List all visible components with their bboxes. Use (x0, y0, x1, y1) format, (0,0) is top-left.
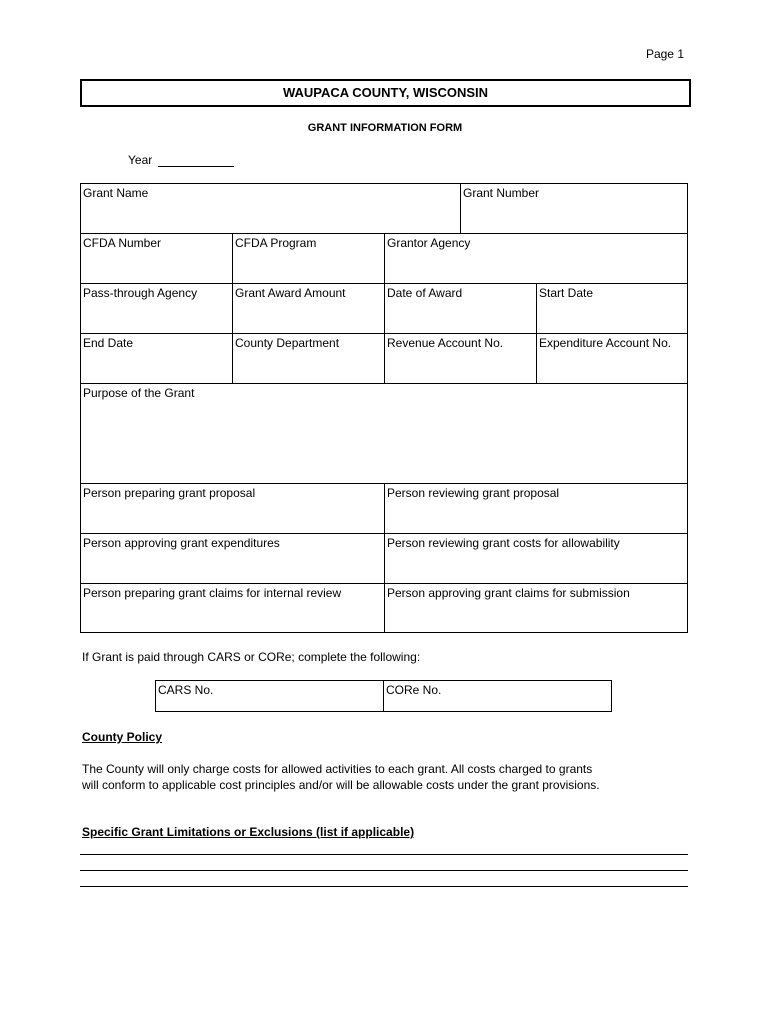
grant-name-field[interactable] (81, 184, 461, 234)
cfda-number-field[interactable] (81, 234, 233, 284)
purpose-label: Purpose of the Grant (83, 386, 195, 400)
page-number: Page 1 (645, 47, 684, 61)
person-reviewing-proposal-label: Person reviewing grant proposal (387, 486, 560, 500)
person-preparing-proposal-field[interactable] (81, 484, 385, 534)
limitations-heading: Specific Grant Limitations or Exclusions (list if applicable) (82, 825, 415, 839)
person-reviewing-costs-field[interactable] (385, 534, 687, 584)
grant-award-amount-field[interactable] (233, 284, 385, 334)
person-approving-claims-label: Person approving grant claims for submission (387, 586, 630, 600)
cfda-program-label: CFDA Program (235, 236, 317, 250)
grantor-agency-field[interactable] (385, 234, 687, 284)
limitations-line-3[interactable] (80, 886, 688, 887)
grant-number-field[interactable] (461, 184, 687, 234)
cars-number-field[interactable] (156, 681, 384, 712)
end-date-label: End Date (83, 336, 134, 350)
start-date-field[interactable] (537, 284, 687, 334)
county-title: WAUPACA COUNTY, WISCONSIN (80, 79, 691, 107)
cfda-number-label: CFDA Number (83, 236, 162, 250)
limitations-line-2[interactable] (80, 870, 688, 871)
county-policy-heading: County Policy (82, 730, 163, 744)
person-preparing-proposal-label: Person preparing grant proposal (83, 486, 256, 500)
cars-number-label: CARS No. (158, 683, 214, 697)
person-reviewing-costs-label: Person reviewing grant costs for allowability (387, 536, 620, 550)
pass-through-agency-label: Pass-through Agency (83, 286, 198, 300)
person-preparing-claims-field[interactable] (81, 584, 385, 632)
grant-info-table (80, 183, 688, 633)
year-label: Year (128, 153, 153, 167)
purpose-field[interactable] (81, 384, 687, 484)
date-of-award-label: Date of Award (387, 286, 463, 300)
end-date-field[interactable] (81, 334, 233, 384)
start-date-label: Start Date (539, 286, 594, 300)
date-of-award-field[interactable] (385, 284, 537, 334)
cars-instructions: If Grant is paid through CARS or CORe; complete the following: (82, 650, 421, 664)
year-field[interactable] (128, 153, 234, 167)
grantor-agency-label: Grantor Agency (387, 236, 471, 250)
revenue-account-field[interactable] (385, 334, 537, 384)
core-number-field[interactable] (384, 681, 611, 712)
cars-core-table (155, 680, 612, 712)
grant-number-label: Grant Number (463, 186, 540, 200)
form-title: GRANT INFORMATION FORM (307, 122, 463, 134)
person-reviewing-proposal-field[interactable] (385, 484, 687, 534)
year-input-line[interactable] (158, 154, 234, 167)
core-number-label: CORe No. (386, 683, 442, 697)
person-approving-expenditures-label: Person approving grant expenditures (83, 536, 280, 550)
pass-through-agency-field[interactable] (81, 284, 233, 334)
grant-award-amount-label: Grant Award Amount (235, 286, 346, 300)
expenditure-account-field[interactable] (537, 334, 687, 384)
county-policy-text: The County will only charge costs for allowed activities to each grant. All costs charged to grants will conform to applicable cost principles and/or will be allowable costs under the grant provisions. (82, 762, 600, 792)
grant-name-label: Grant Name (83, 186, 149, 200)
county-department-label: County Department (235, 336, 340, 350)
cfda-program-field[interactable] (233, 234, 385, 284)
county-department-field[interactable] (233, 334, 385, 384)
person-approving-expenditures-field[interactable] (81, 534, 385, 584)
expenditure-account-label: Expenditure Account No. (539, 336, 672, 350)
person-approving-claims-field[interactable] (385, 584, 687, 632)
limitations-line-1[interactable] (80, 854, 688, 855)
revenue-account-label: Revenue Account No. (387, 336, 504, 350)
person-preparing-claims-label: Person preparing grant claims for internal review (83, 586, 342, 600)
